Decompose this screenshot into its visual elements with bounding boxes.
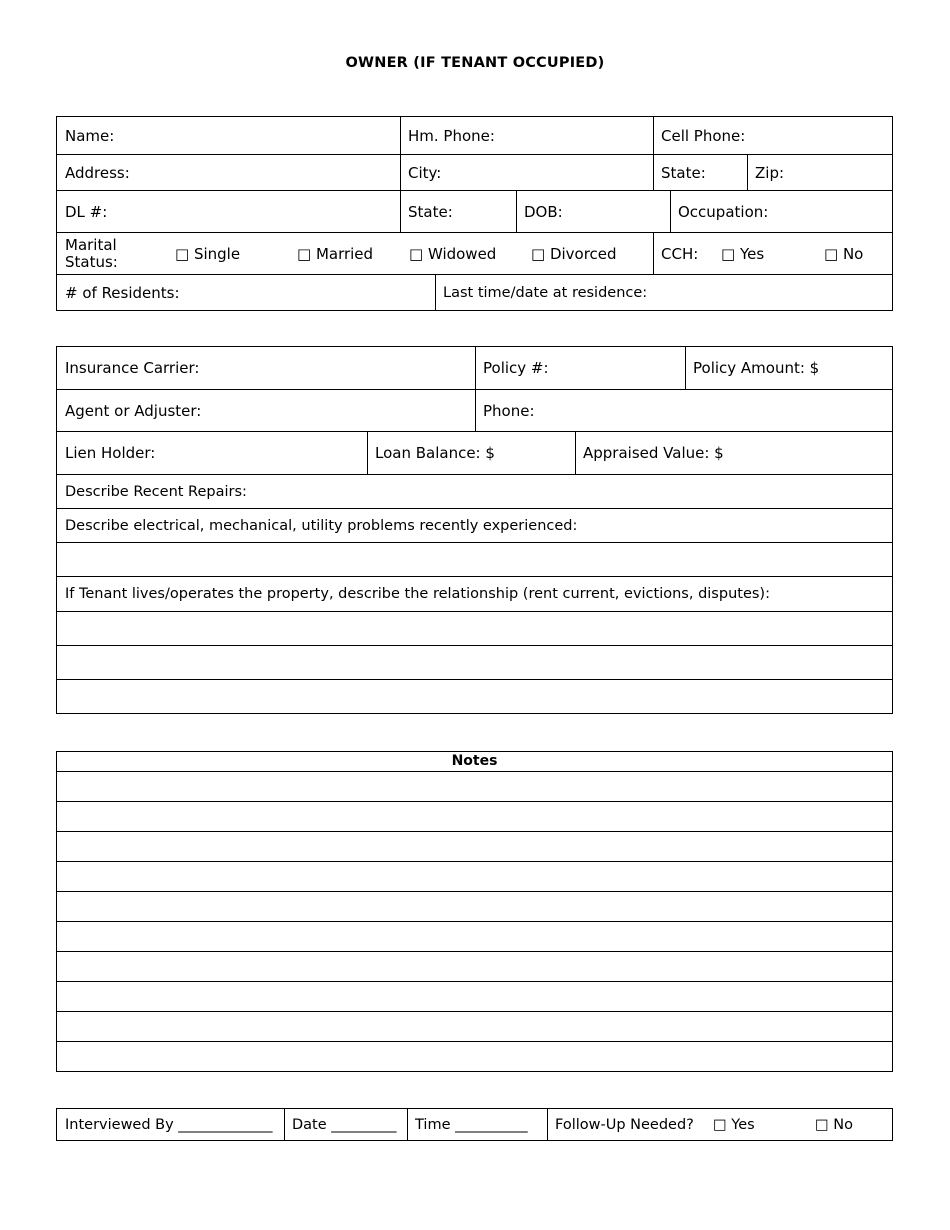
- tenant-relationship-blank-line[interactable]: [57, 612, 892, 646]
- notes-line[interactable]: [57, 1012, 892, 1042]
- owner-table: [56, 116, 893, 311]
- tenant-relationship-blank-line[interactable]: [57, 680, 892, 713]
- appraised-value-field[interactable]: Appraised Value: $: [583, 444, 724, 462]
- notes-line[interactable]: [57, 862, 892, 892]
- notes-line[interactable]: [57, 982, 892, 1012]
- marital-option-divorced[interactable]: □ Divorced: [531, 244, 617, 263]
- notes-heading: Notes: [57, 752, 892, 772]
- notes-table: [56, 751, 893, 1072]
- cell-phone-field[interactable]: Cell Phone:: [661, 126, 746, 145]
- notes-line[interactable]: [57, 1042, 892, 1071]
- insurance-row-carrier: [57, 347, 892, 390]
- notes-line[interactable]: [57, 922, 892, 952]
- policy-amount-field[interactable]: Policy Amount: $: [693, 359, 820, 377]
- marital-option-married[interactable]: □ Married: [297, 244, 374, 263]
- occupation-field[interactable]: Occupation:: [678, 202, 769, 221]
- marital-option-widowed[interactable]: □ Widowed: [409, 244, 497, 263]
- interview-date-field[interactable]: Date _________: [292, 1116, 397, 1133]
- marital-option-single[interactable]: □ Single: [175, 244, 241, 263]
- insurance-row-problems: [57, 509, 892, 543]
- cch-no-checkbox[interactable]: □ No: [824, 244, 864, 263]
- notes-line[interactable]: [57, 892, 892, 922]
- home-phone-field[interactable]: Hm. Phone:: [408, 126, 495, 145]
- name-field[interactable]: Name:: [65, 126, 115, 145]
- utility-problems-label: Describe electrical, mechanical, utility problems recently experienced:: [65, 517, 578, 534]
- lien-holder-field[interactable]: Lien Holder:: [65, 444, 156, 462]
- address-field[interactable]: Address:: [65, 163, 130, 182]
- notes-line[interactable]: [57, 772, 892, 802]
- owner-row-address: [57, 155, 892, 191]
- page-title: OWNER (IF TENANT OCCUPIED): [345, 55, 605, 71]
- insurance-row-lien: [57, 432, 892, 475]
- cch-label: CCH:: [661, 244, 699, 263]
- policy-number-field[interactable]: Policy #:: [483, 359, 549, 377]
- insurance-table: [56, 346, 893, 714]
- cch-yes-checkbox[interactable]: □ Yes: [721, 244, 765, 263]
- insurance-row-agent: [57, 390, 892, 432]
- interviewed-by-field[interactable]: Interviewed By _____________: [65, 1116, 273, 1133]
- utility-problems-blank-line[interactable]: [57, 543, 892, 577]
- last-time-at-residence-field[interactable]: Last time/date at residence:: [443, 284, 648, 301]
- owner-row-residents: [57, 275, 892, 310]
- zip-field[interactable]: Zip:: [755, 163, 785, 182]
- dl-number-field[interactable]: DL #:: [65, 202, 108, 221]
- owner-row-name: [57, 117, 892, 155]
- owner-row-dl: [57, 191, 892, 233]
- footer-row: [57, 1109, 892, 1140]
- insurance-row-tenant: [57, 577, 892, 612]
- interview-time-field[interactable]: Time __________: [415, 1116, 528, 1133]
- recent-repairs-field[interactable]: Describe Recent Repairs:: [65, 483, 247, 500]
- insurance-row-repairs: [57, 475, 892, 509]
- follow-up-no-checkbox[interactable]: □ No: [815, 1116, 854, 1133]
- tenant-relationship-label: If Tenant lives/operates the property, describe the relationship (rent current, evictions, disputes):: [65, 586, 770, 602]
- notes-line[interactable]: [57, 802, 892, 832]
- agent-phone-field[interactable]: Phone:: [483, 401, 535, 420]
- notes-line[interactable]: [57, 952, 892, 982]
- loan-balance-field[interactable]: Loan Balance: $: [375, 444, 495, 462]
- agent-adjuster-field[interactable]: Agent or Adjuster:: [65, 401, 202, 420]
- marital-status-label: Marital Status:: [65, 236, 118, 271]
- notes-line[interactable]: [57, 832, 892, 862]
- dl-state-field[interactable]: State:: [408, 202, 453, 221]
- dob-field[interactable]: DOB:: [524, 202, 563, 221]
- state-field[interactable]: State:: [661, 163, 706, 182]
- owner-row-marital: [57, 233, 892, 275]
- residents-field[interactable]: # of Residents:: [65, 283, 180, 302]
- tenant-relationship-blank-line[interactable]: [57, 646, 892, 680]
- city-field[interactable]: City:: [408, 163, 442, 182]
- insurance-carrier-field[interactable]: Insurance Carrier:: [65, 359, 200, 377]
- follow-up-label: Follow-Up Needed?: [555, 1116, 694, 1133]
- interview-footer: [56, 1108, 893, 1141]
- follow-up-yes-checkbox[interactable]: □ Yes: [713, 1116, 755, 1133]
